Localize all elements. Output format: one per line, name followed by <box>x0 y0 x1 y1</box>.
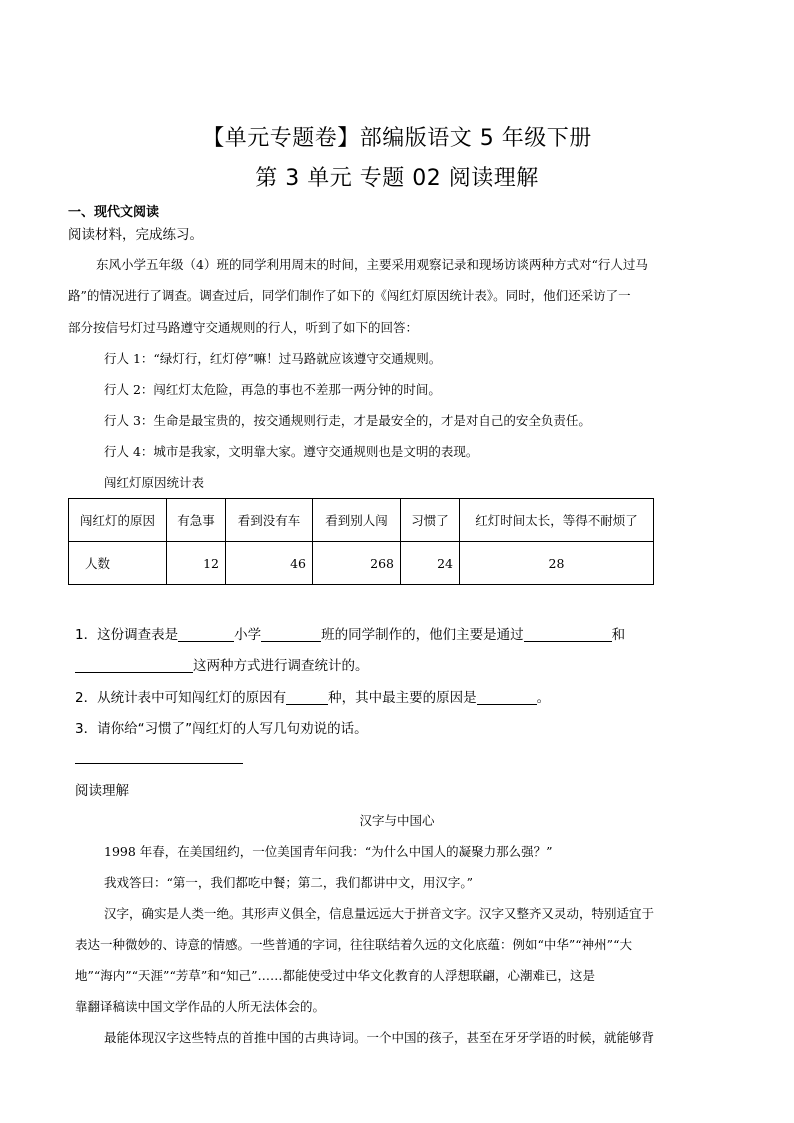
question-text: 班的同学制作的，他们主要是通过 <box>321 627 524 643</box>
answer-blank[interactable] <box>261 627 321 642</box>
passage-title: 汉字与中国心 <box>359 813 435 828</box>
table-cell: 12 <box>167 542 226 585</box>
table-cell: 268 <box>313 542 401 585</box>
answer-blank[interactable] <box>477 690 537 705</box>
question-text: 和 <box>611 627 626 643</box>
section-heading-modern-reading: 一、现代文阅读 <box>68 205 160 220</box>
question-2 <box>75 686 550 706</box>
passage-line: 最能体现汉字这些特点的首推中国的古典诗词。一个中国的孩子，甚至在牙牙学语的时候，就能够背 <box>104 1030 655 1045</box>
document-subtitle: 第 3 单元 专题 02 阅读理解 <box>255 166 539 191</box>
answer-blank[interactable] <box>286 690 328 705</box>
question-text: 这两种方式进行调查统计的。 <box>193 658 369 674</box>
question-text: 小学 <box>234 627 262 643</box>
table-caption: 闯红灯原因统计表 <box>104 475 205 490</box>
answer-blank[interactable] <box>178 627 234 642</box>
document-title: 【单元专题卷】部编版语文 5 年级下册 <box>202 126 592 151</box>
question-1 <box>75 623 625 643</box>
red-light-statistics-table <box>68 498 654 585</box>
passage-line: 东风小学五年级（4）班的同学利用周末的时间，主要采用观察记录和现场访谈两种方式对“行人过马 <box>96 257 648 272</box>
table-header-cell: 习惯了 <box>401 499 460 542</box>
table-header-cell: 红灯时间太长，等得不耐烦了 <box>460 499 654 542</box>
table-header-cell: 闯红灯的原因 <box>69 499 167 542</box>
passage-line: 地”“海内”“天涯”“芳草”和“知己”……都能使受过中华文化教育的人浮想联翩，心潮难已，这是 <box>75 968 596 983</box>
table-row <box>69 542 654 585</box>
question-1-continued <box>75 654 369 674</box>
answer-blank[interactable] <box>524 627 612 642</box>
passage-line: 汉字，确实是人类一绝。其形声义俱全，信息量远远大于拼音文字。汉字又整齐又灵动，特别适宜于 <box>104 906 655 921</box>
instruction-text: 阅读材料，完成练习。 <box>68 227 203 243</box>
table-header-cell: 看到别人闯 <box>313 499 401 542</box>
table-header-row <box>69 499 654 542</box>
passage-line: 我戏答曰：“第一，我们都吃中餐；第二，我们都讲中文，用汉字。” <box>104 875 474 890</box>
passage-line: 部分按信号灯过马路遵守交通规则的行人，听到了如下的回答： <box>68 320 419 335</box>
question-text: 种，其中最主要的原因是 <box>328 690 477 706</box>
passage-line: 1998 年春，在美国纽约，一位美国青年问我：“为什么中国人的凝聚力那么强？” <box>104 844 553 859</box>
question-3: 3．请你给“习惯了”闯红灯的人写几句劝说的话。 <box>75 721 368 737</box>
question-text: 2．从统计表中可知闯红灯的原因有 <box>75 690 287 706</box>
table-cell: 46 <box>226 542 313 585</box>
question-text: 。 <box>536 690 551 706</box>
pedestrian-answer: 行人 1：“绿灯行，红灯停”嘛！过马路就应该遵守交通规则。 <box>104 351 442 366</box>
table-header-cell: 看到没有车 <box>226 499 313 542</box>
section-heading-reading: 阅读理解 <box>75 783 129 799</box>
pedestrian-answer: 行人 2：闯红灯太危险，再急的事也不差那一两分钟的时间。 <box>104 382 441 397</box>
answer-line[interactable] <box>75 763 243 764</box>
answer-blank[interactable] <box>75 658 193 673</box>
table-row-label: 人数 <box>69 542 167 585</box>
passage-line: 表达一种微妙的、诗意的情感。一些普通的字词，往往联结着久远的文化底蕴：例如“中华”“神州”“大 <box>75 937 632 952</box>
pedestrian-answer: 行人 4：城市是我家，文明靠大家。遵守交通规则也是文明的表现。 <box>104 444 479 459</box>
table-cell: 24 <box>401 542 460 585</box>
pedestrian-answer: 行人 3：生命是最宝贵的，按交通规则行走，才是最安全的，才是对自己的安全负责任。 <box>104 413 591 428</box>
question-text: 1．这份调查表是 <box>75 627 179 643</box>
table-cell: 28 <box>460 542 654 585</box>
table-header-cell: 有急事 <box>167 499 226 542</box>
passage-line: 靠翻译稿读中国文学作品的人所无法体会的。 <box>75 999 326 1014</box>
passage-line: 路”的情况进行了调查。调查过后，同学们制作了如下的《闯红灯原因统计表》。同时，他们还采访了一 <box>68 288 631 303</box>
